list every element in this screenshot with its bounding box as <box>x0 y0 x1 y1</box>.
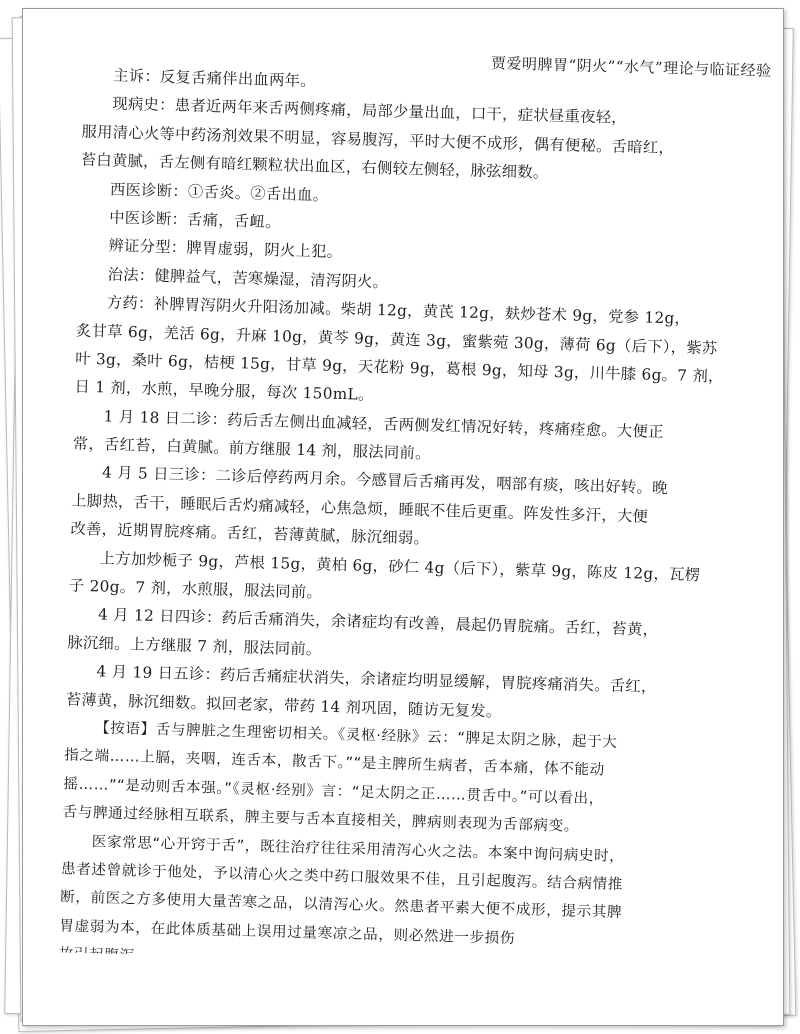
text-line: 患者述曾就诊于他处，予以清心火之类中药口服效果不佳，且引起腹泻。结合病情推 <box>60 860 624 894</box>
text-line: 故引起腹泻 <box>58 945 135 965</box>
text-line: 辨证分型：脾胃虚弱，阴火上犯。 <box>108 236 343 262</box>
text-line: 现病史：患者近两年来舌两侧疼痛，局部少量出血，口干，症状昼重夜轻， <box>112 94 628 128</box>
text-line: 主诉：反复舌痛伴出血两年。 <box>112 66 317 91</box>
text-line: 脉沉细。上方继服 7 剂，服法同前。 <box>67 633 322 659</box>
text-line: 西医诊断：①舌炎。②舌出血。 <box>109 180 329 205</box>
text-line: 子 20g。7 剂，水煎服，服法同前。 <box>68 576 323 602</box>
text-line: 断，前医之方多使用大量苦寒之品，以清泻心火。然患者平素大便不成形，提示其脾 <box>59 888 623 922</box>
running-head: 贾爱明脾胃“阴火”“水气”理论与临证经验 <box>490 54 772 80</box>
page-content <box>22 9 783 1026</box>
text-line: 医家常思“心开窍于舌”，既往治疗往往采用清泻心火之法。本案中询问病史时， <box>91 832 625 865</box>
text-line: 日 1 剂，水煎，早晚分服，每次 150mL。 <box>74 377 374 405</box>
text-line: 服用清心火等中药汤剂效果不明显，容易腹泻，平时大便不成形，偶有便秘。舌暗红， <box>81 122 675 158</box>
body-text <box>59 61 724 971</box>
text-line: 【按语】舌与脾脏之生理密切相关。《灵枢·经脉》云：“脾足太阴之脉，起于大 <box>94 719 618 751</box>
text-line: 中医诊断：舌痛，舌衄。 <box>108 208 281 232</box>
text-line: 苔白黄腻，舌左侧有暗红颗粒状出血区，右侧较左侧轻，脉弦细数。 <box>80 150 549 182</box>
text-line: 4 月 5 日三诊：二诊后停药两月余。今感冒后舌痛再发，咽部有痰，咳出好转。晚 <box>101 463 668 498</box>
text-line: 4 月 12 日四诊：药后舌痛消失，余诸症均有改善，晨起仍胃脘痛。舌红，苔黄， <box>97 605 659 640</box>
text-line: 1 月 18 日二诊：药后舌左侧出血减轻，舌两侧发红情况好转，疼痛痊愈。大便正 <box>103 407 664 441</box>
text-line: 方药：补脾胃泻阴火升阳汤加减。柴胡 12g，黄芪 12g，麸炒苍术 9g，党参 12g， <box>106 293 691 328</box>
text-line: 上方加炒栀子 9g，芦根 15g，黄柏 6g，砂仁 4g（后下），紫草 9g，陈皮 12g，瓦楞 <box>99 548 701 584</box>
text-line: 治法：健脾益气，苦寒燥湿，清泻阴火。 <box>107 265 389 292</box>
text-line: 常，舌红苔，白黄腻。前方继服 14 剂，服法同前。 <box>72 434 431 463</box>
text-line: 炙甘草 6g，羌活 6g，升麻 10g，黄芩 9g，黄连 3g，蜜紫菀 30g，薄荷 6g（后下），紫苏 <box>75 321 718 358</box>
text-line: 上脚热，舌干，睡眠后舌灼痛减轻，心焦急烦，睡眠不佳后更重。阵发性多汗，大便 <box>71 491 649 526</box>
text-line: 摇……”“是动则舌本强。”《灵枢·经别》言：“足太阴之正……贯舌中。”可以看出， <box>63 775 605 808</box>
text-line: 改善，近期胃脘疼痛。舌红，苔薄黄腻，脉沉细弱。 <box>70 519 430 548</box>
text-line: 舌与脾通过经脉相互联系，脾主要与舌本直接相关，脾病则表现为舌部病变。 <box>62 803 580 835</box>
text-line: 4 月 19 日五诊：药后舌痛症状消失，余诸症均明显缓解，胃脘疼痛消失。舌红， <box>96 662 657 697</box>
text-line: 叶 3g，桑叶 6g，桔梗 15g，甘草 9g，天花粉 9g，葛根 9g，知母 3g，川牛膝 6g。7 剂， <box>75 349 724 386</box>
text-line: 胃虚弱为本，在此体质基础上误用过量寒凉之品，则必然进一步损伤 <box>59 917 516 947</box>
text-line: 指之端……上膈，夹咽，连舌本，散舌下。”“是主脾所生病者，舌本痛，体不能动 <box>63 746 606 779</box>
text-line: 苔薄黄，脉沉细数。拟回老家，带药 14 剂巩固，随访无复发。 <box>65 690 502 721</box>
book-page <box>22 8 784 1026</box>
